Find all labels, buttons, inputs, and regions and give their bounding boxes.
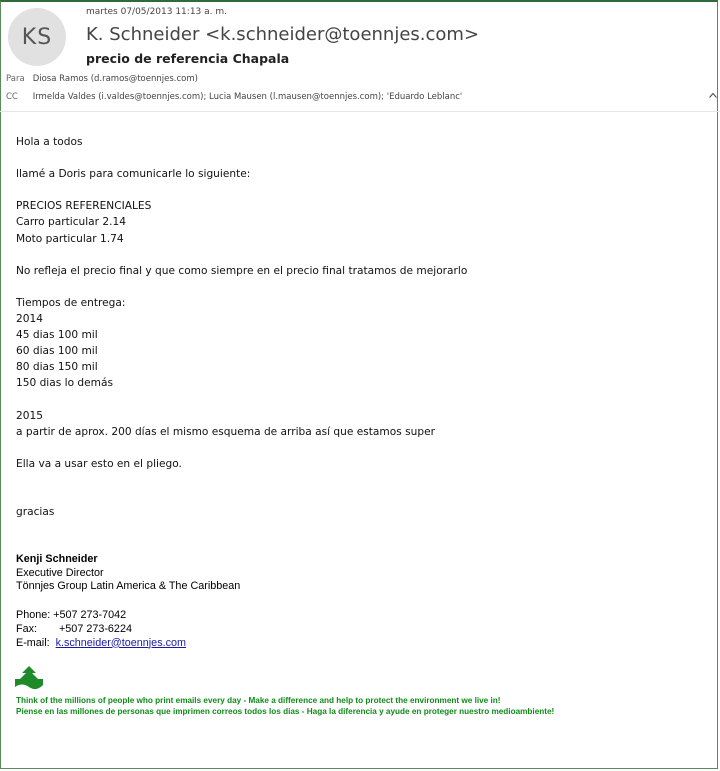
cc-row (6, 92, 462, 102)
contact-block (16, 609, 186, 650)
fax-label: Fax: (16, 622, 37, 635)
chevron-up-icon[interactable] (709, 90, 717, 101)
eco-message-en: Think of the millions of people who print emails every day - Make a difference and help to protect the environment we live in! (16, 696, 501, 705)
thanks: gracias (16, 505, 55, 518)
email-subject: precio de referencia Chapala (86, 51, 290, 66)
delivery-line: 45 dias 100 mil (16, 329, 98, 342)
prices-heading: PRECIOS REFERENCIALES (16, 200, 152, 213)
eco-message (16, 695, 554, 717)
delivery-2015: a partir de aprox. 200 días el mismo esquema de arriba así que estamos super (16, 425, 435, 438)
cc-label: CC (6, 92, 18, 102)
signature-title: Executive Director (16, 566, 104, 579)
email-link[interactable]: k.schneider@toennjes.com (55, 636, 186, 649)
email-body (16, 134, 706, 520)
greeting: Hola a todos (16, 136, 83, 148)
signature-block (16, 553, 240, 594)
email-header (0, 0, 720, 112)
price-moto: Moto particular 1.74 (16, 232, 124, 245)
delivery-line: 60 dias 100 mil (16, 345, 98, 358)
header-divider (0, 111, 720, 112)
sender-avatar[interactable]: KS (8, 8, 66, 66)
delivery-heading: Tiempos de entrega: (16, 296, 126, 309)
delivery-line: 80 dias 150 mil (16, 361, 98, 374)
eco-message-es: Piense en las millones de personas que imprimen correos todos los dias - Haga la diferencia y ayude en proteger nuestro medioambiente! (16, 707, 555, 717)
delivery-line: 150 dias lo demás (16, 377, 113, 390)
to-recipients[interactable]: Diosa Ramos (d.ramos@toennjes.com) (32, 74, 198, 84)
note: No refleja el precio final y que como siempre en el precio final tratamos de mejorarlo (16, 264, 468, 277)
cc-recipients[interactable]: Irmelda Valdes (i.valdes@toennjes.com); Lucia Mausen (l.mausen@toennjes.com); 'Eduardo Leblanc' (32, 92, 463, 102)
intro: llamé a Doris para comunicarle lo siguiente: (16, 168, 251, 181)
fax-value: +507 273-6224 (59, 622, 132, 635)
signature-company: Tönnjes Group Latin America & The Caribbean (16, 580, 241, 593)
sent-date: martes 07/05/2013 11:13 a. m. (86, 7, 227, 17)
signature-name: Kenji Schneider (16, 553, 98, 565)
phone: Phone: +507 273-7042 (16, 609, 127, 621)
year-2015: 2015 (16, 409, 43, 422)
to-label: Para (6, 74, 25, 84)
email-label: E-mail: (16, 636, 50, 649)
to-row (6, 74, 198, 84)
usage-note: Ella va a usar esto en el pliego. (16, 457, 182, 470)
price-car: Carro particular 2.14 (16, 216, 126, 229)
tree-icon (14, 665, 44, 695)
sender[interactable]: K. Schneider <k.schneider@toennjes.com> (86, 24, 480, 45)
email-row (16, 637, 186, 651)
fax-row (16, 623, 186, 637)
year-2014: 2014 (16, 313, 43, 326)
